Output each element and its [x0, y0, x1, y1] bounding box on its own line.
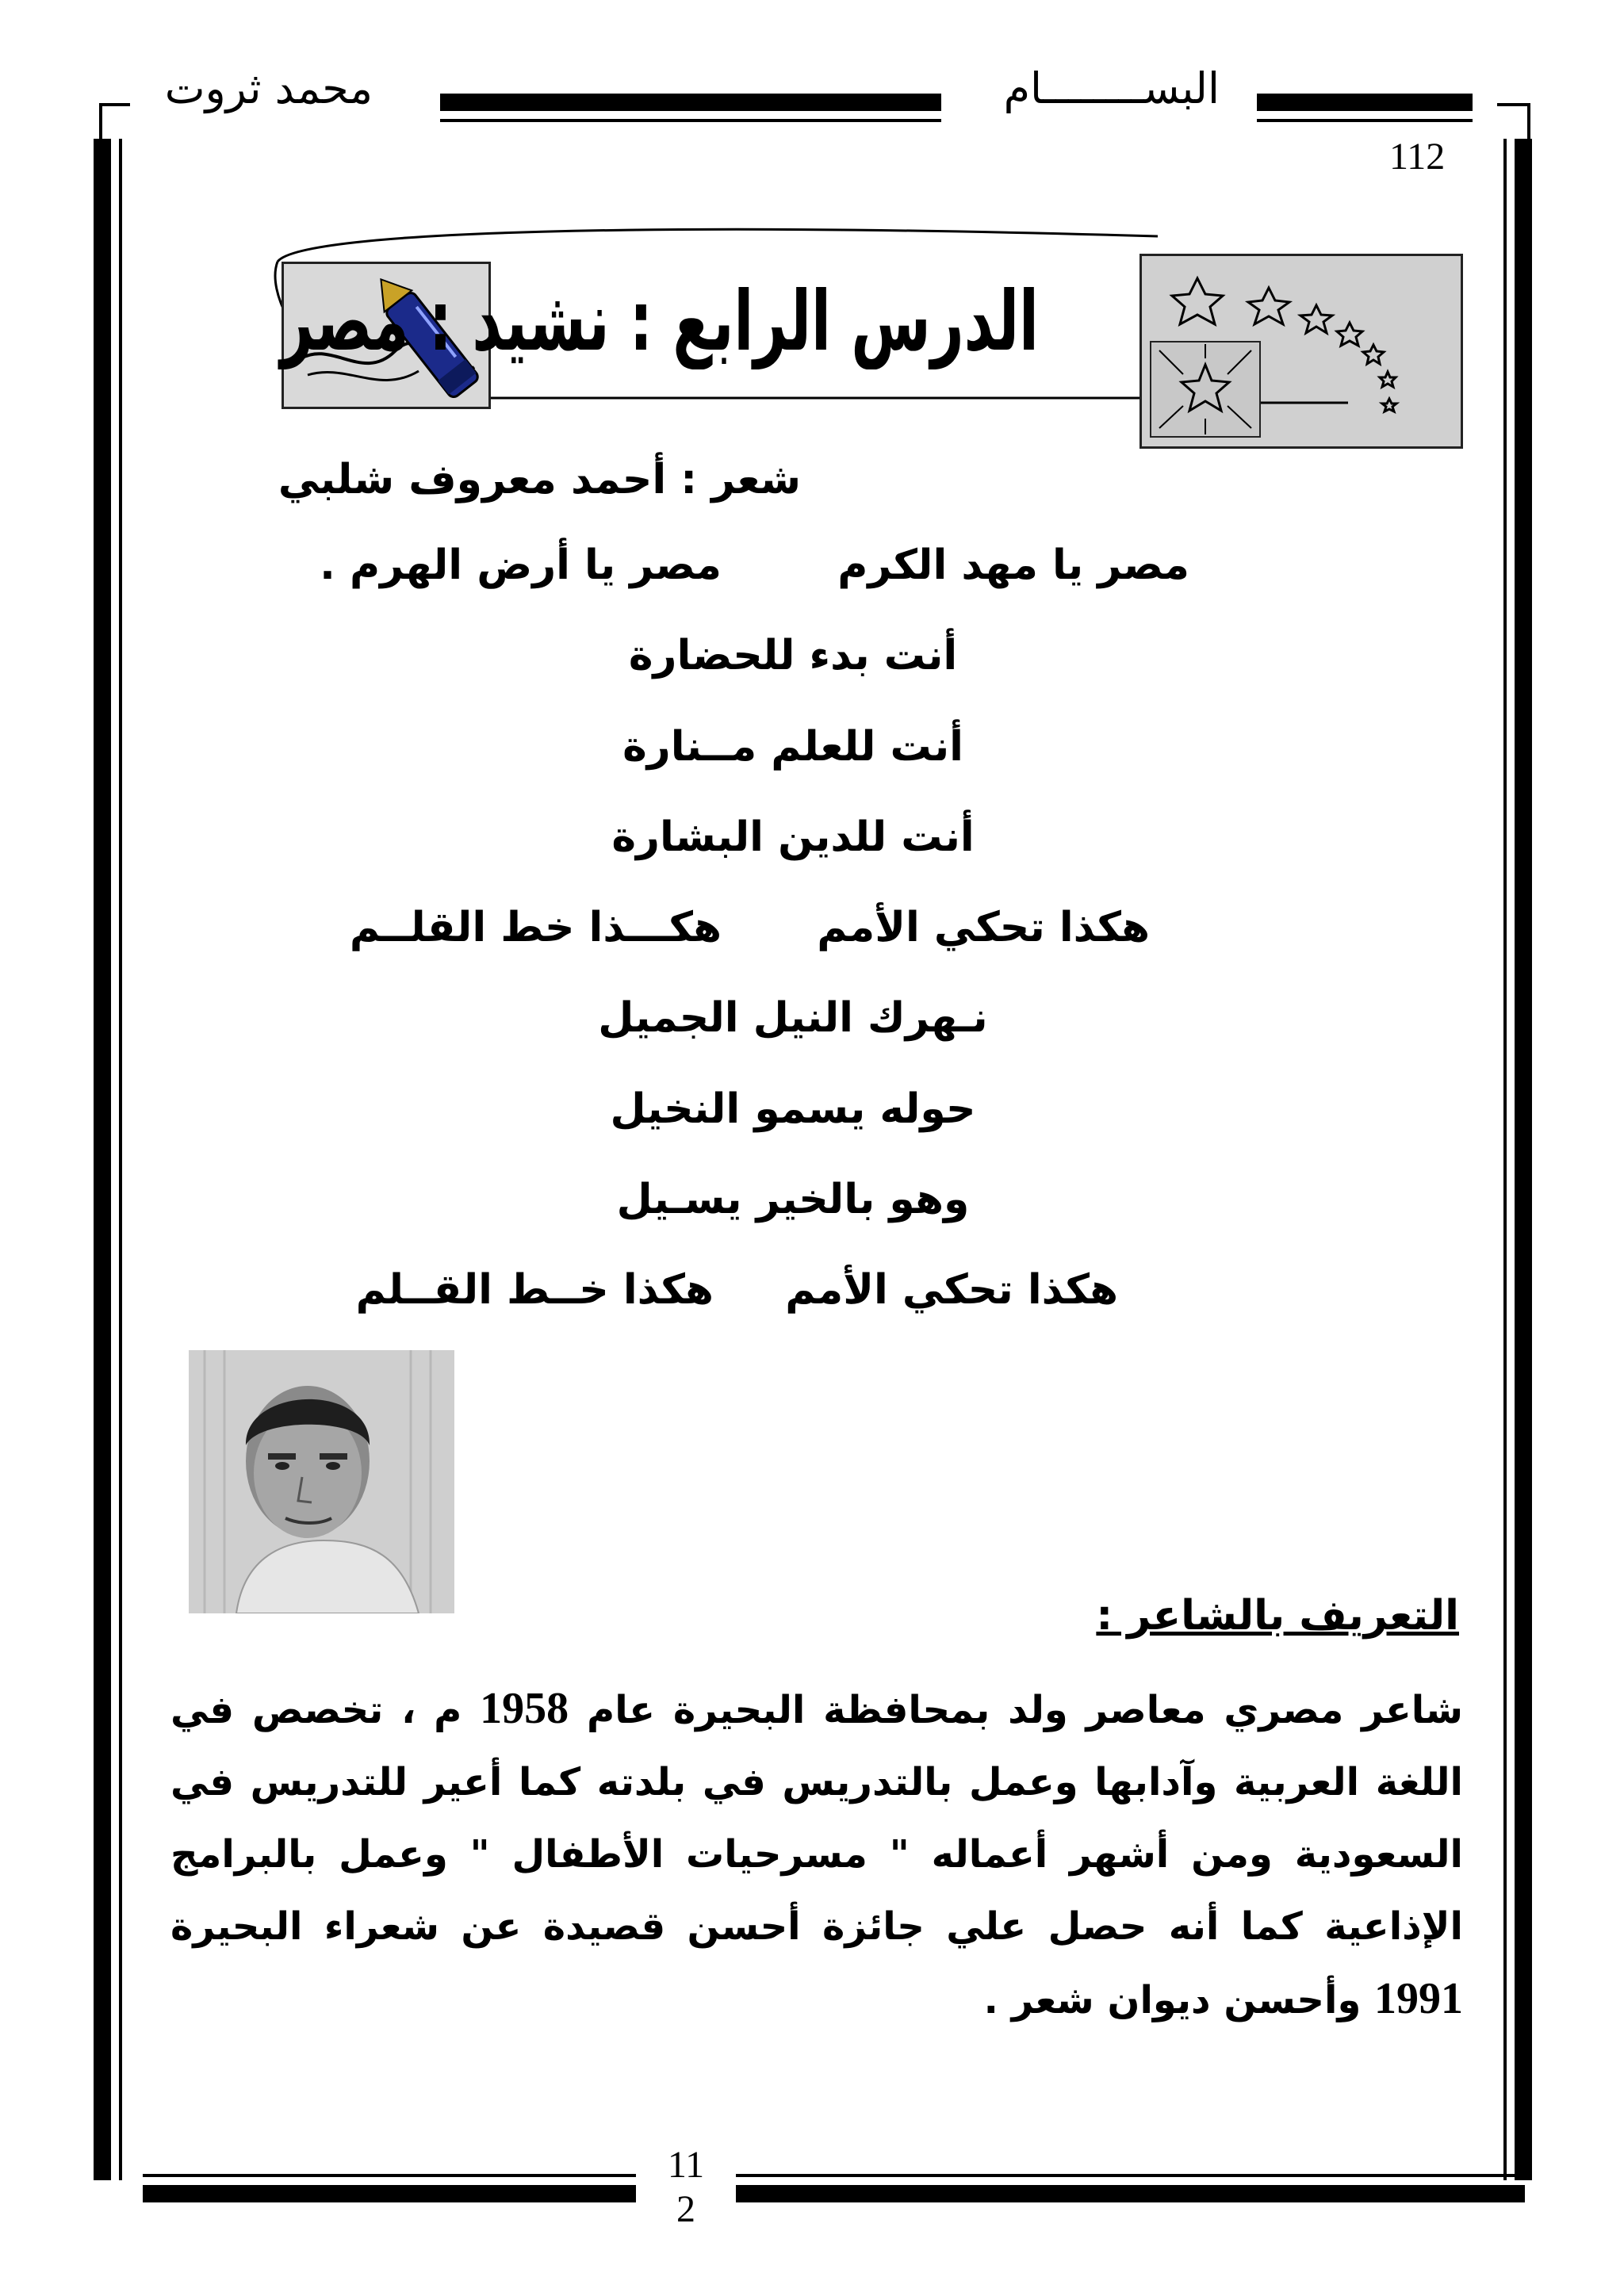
verse-9-left: هكذا خــط القــلم	[355, 1266, 714, 1314]
verse-7: حوله يسمو النخيل	[610, 1085, 976, 1133]
verse-1-left: مصر يا أرض الهرم .	[320, 541, 722, 589]
frame-right-thick	[1515, 139, 1532, 2180]
verse-6: نـهرك النيل الجميل	[598, 994, 988, 1042]
bio-text-1: شاعر مصري معاصر ولد بمحافظة البحيرة عام	[587, 1688, 1464, 1732]
star-burst-illustration	[1150, 341, 1261, 438]
book-title: البســــــــام	[1003, 63, 1220, 113]
frame-left-thin	[119, 139, 122, 2180]
poet-photo	[189, 1350, 454, 1613]
section-title: التعريف بالشاعر :	[1096, 1592, 1459, 1640]
birth-year: 1958	[480, 1684, 569, 1733]
page-number-bottom: 112	[667, 2144, 705, 2230]
header-rule-left-thick	[440, 94, 941, 111]
footer-rule-right-thick	[736, 2185, 1525, 2202]
bio-text-3: وأحسن ديوان شعر .	[983, 1978, 1362, 2022]
lesson-title: الدرس الرابع : نشيد : مصر	[280, 273, 1039, 369]
header-rule-right-thin	[1257, 119, 1473, 122]
page-number-top: 112	[1389, 136, 1446, 178]
footer-rule-left-thick	[143, 2185, 636, 2202]
header-rule-left-thin	[440, 119, 941, 122]
verse-5-right: هكذا تحكي الأمم	[817, 904, 1150, 951]
author-name: محمد ثروت	[164, 63, 373, 113]
footer-rule-right-thin	[736, 2174, 1525, 2177]
verse-9-right: هكذا تحكي الأمم	[785, 1266, 1118, 1314]
frame-left-cap	[99, 103, 130, 146]
verse-3: أنت للعلم مــنارة	[622, 723, 963, 771]
bio-text-2: م ، تخصص في اللغة العربية وآدابها وعمل بالتدريس في بلدته كما أعير للتدريس في السعودية ومن أشهر أعماله " مسرحيات الأطفال " وعمل بالبرامج الإذاعية كما أنه حصل علي جائزة أحسن قصيدة عن شعراء البحيرة	[170, 1688, 1463, 1949]
header-rule-right-thick	[1257, 94, 1473, 111]
verse-4: أنت للدين البشارة	[611, 813, 975, 861]
poet-bio	[170, 1673, 1463, 2037]
footer-rule-left-thin	[143, 2174, 636, 2177]
verse-8: وهو بالخير يسـيل	[616, 1176, 970, 1223]
verse-5-left: هكـــذا خط القلــم	[349, 904, 722, 951]
poet-line: شعر : أحمد معروف شلبي	[278, 456, 801, 503]
verse-2: أنت بدء للحضارة	[628, 632, 958, 679]
frame-left-thick	[94, 139, 111, 2180]
award-year: 1991	[1374, 1974, 1463, 2023]
verse-1-right: مصر يا مهد الكرم	[837, 541, 1189, 589]
frame-right-cap	[1497, 103, 1530, 146]
frame-right-thin	[1503, 139, 1507, 2180]
